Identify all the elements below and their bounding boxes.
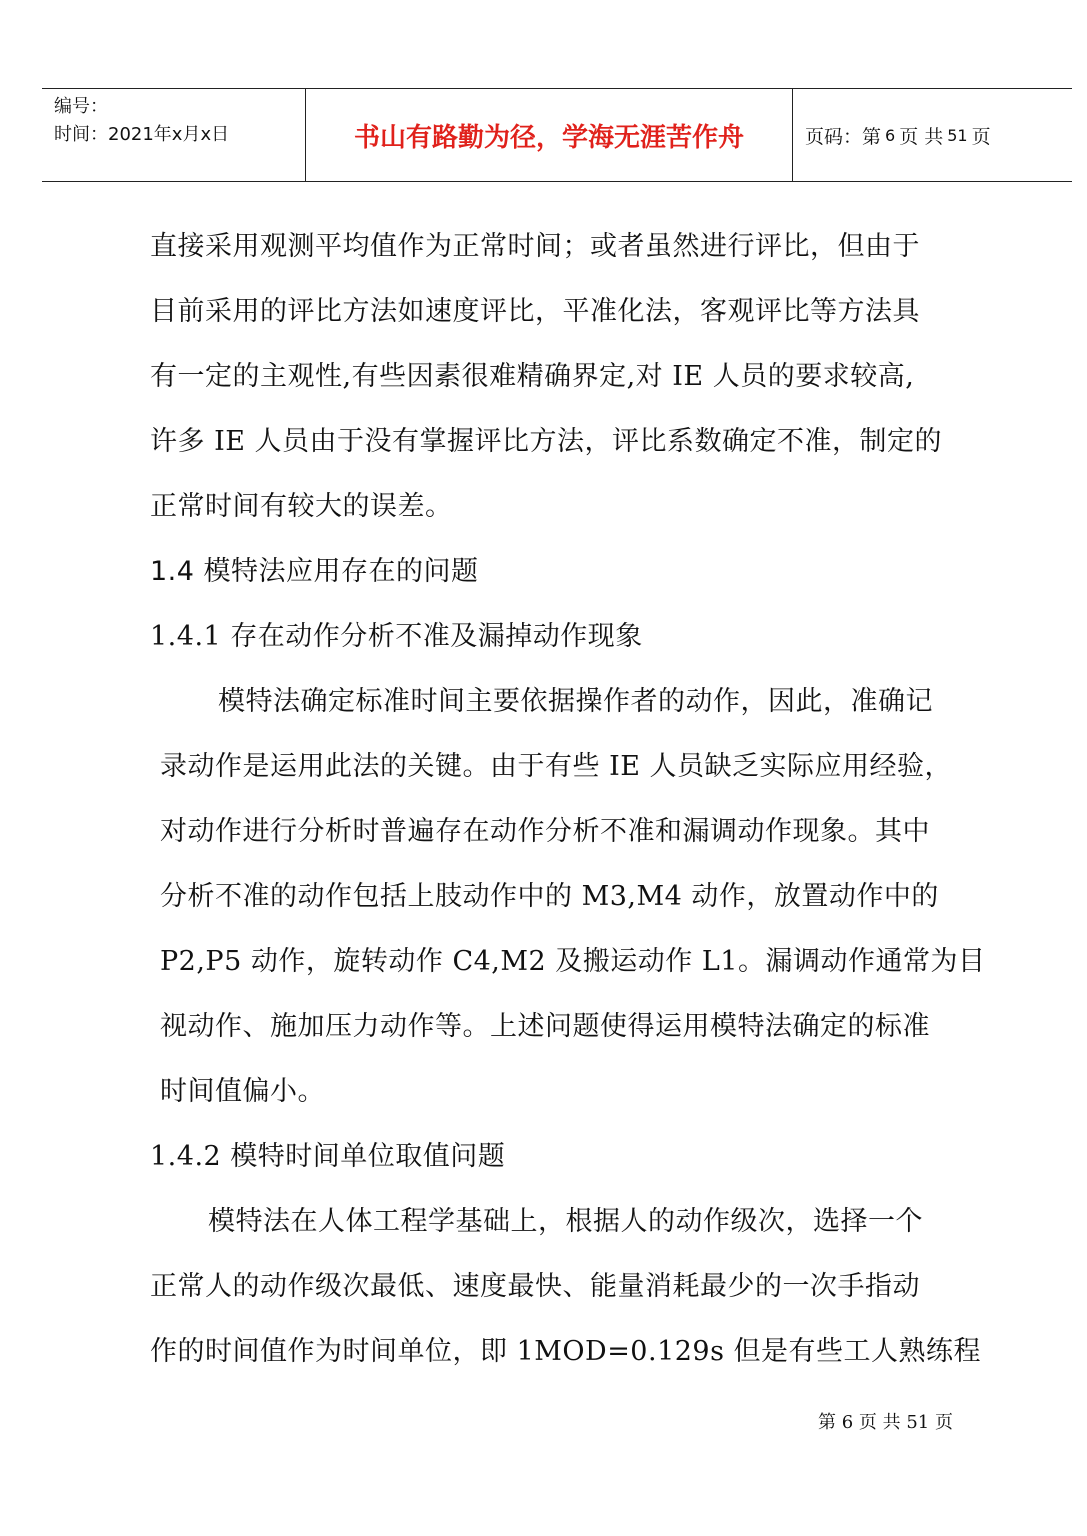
page-total: 51 <box>947 125 968 145</box>
paragraph-line: 有一定的主观性,有些因素很难精确界定,对 IE 人员的要求较高, <box>150 361 915 392</box>
paragraph-line: 录动作是运用此法的关键。由于有些 IE 人员缺乏实际应用经验， <box>160 751 953 782</box>
page-header <box>42 88 1072 182</box>
paragraph-line: 时间值偏小。 <box>160 1076 325 1107</box>
section-heading: 1.4 模特法应用存在的问题 <box>150 556 479 587</box>
header-motto: 书山有路勤为径，学海无涯苦作舟 <box>306 89 793 181</box>
paragraph-line: 许多 IE 人员由于没有掌握评比方法，评比系数确定不准，制定的 <box>150 426 943 457</box>
paragraph-line: 正常人的动作级次最低、速度最快、能量消耗最少的一次手指动 <box>150 1271 920 1302</box>
paragraph-line: 视动作、施加压力动作等。上述问题使得运用模特法确定的标准 <box>160 1011 930 1042</box>
paragraph-line: P2,P5 动作，旋转动作 C4,M2 及搬运动作 L1。漏调动作通常为目 <box>160 946 986 977</box>
document-time-label: 时间：2021年x月x日 <box>54 124 230 145</box>
paragraph-line: 作的时间值作为时间单位，即 1MOD=0.129s 但是有些工人熟练程 <box>150 1336 982 1367</box>
paragraph-line: 模特法在人体工程学基础上，根据人的动作级次，选择一个 <box>208 1206 923 1237</box>
page-mid: 页 共 <box>899 125 944 148</box>
paragraph-line: 直接采用观测平均值作为正常时间；或者虽然进行评比，但由于 <box>150 231 920 262</box>
paragraph-line: 分析不准的动作包括上肢动作中的 M3,M4 动作，放置动作中的 <box>160 881 939 912</box>
paragraph-line: 正常时间有较大的误差。 <box>150 491 453 522</box>
paragraph-line: 模特法确定标准时间主要依据操作者的动作，因此，准确记 <box>218 686 933 717</box>
paragraph-line: 对动作进行分析时普遍存在动作分析不准和漏调动作现象。其中 <box>160 816 930 847</box>
page-footer: 第 6 页 共 51 页 <box>818 1412 953 1433</box>
document-number-label: 编号： <box>54 96 108 117</box>
header-page-info <box>793 89 1072 181</box>
page-current: 6 <box>885 125 896 145</box>
page-prefix: 页码：第 <box>805 125 882 148</box>
header-meta <box>42 89 306 181</box>
subsection-heading: 1.4.2 模特时间单位取值问题 <box>150 1141 506 1172</box>
paragraph-line: 目前采用的评比方法如速度评比，平准化法，客观评比等方法具 <box>150 296 920 327</box>
page-suffix: 页 <box>971 125 991 148</box>
subsection-heading: 1.4.1 存在动作分析不准及漏掉动作现象 <box>150 621 643 652</box>
